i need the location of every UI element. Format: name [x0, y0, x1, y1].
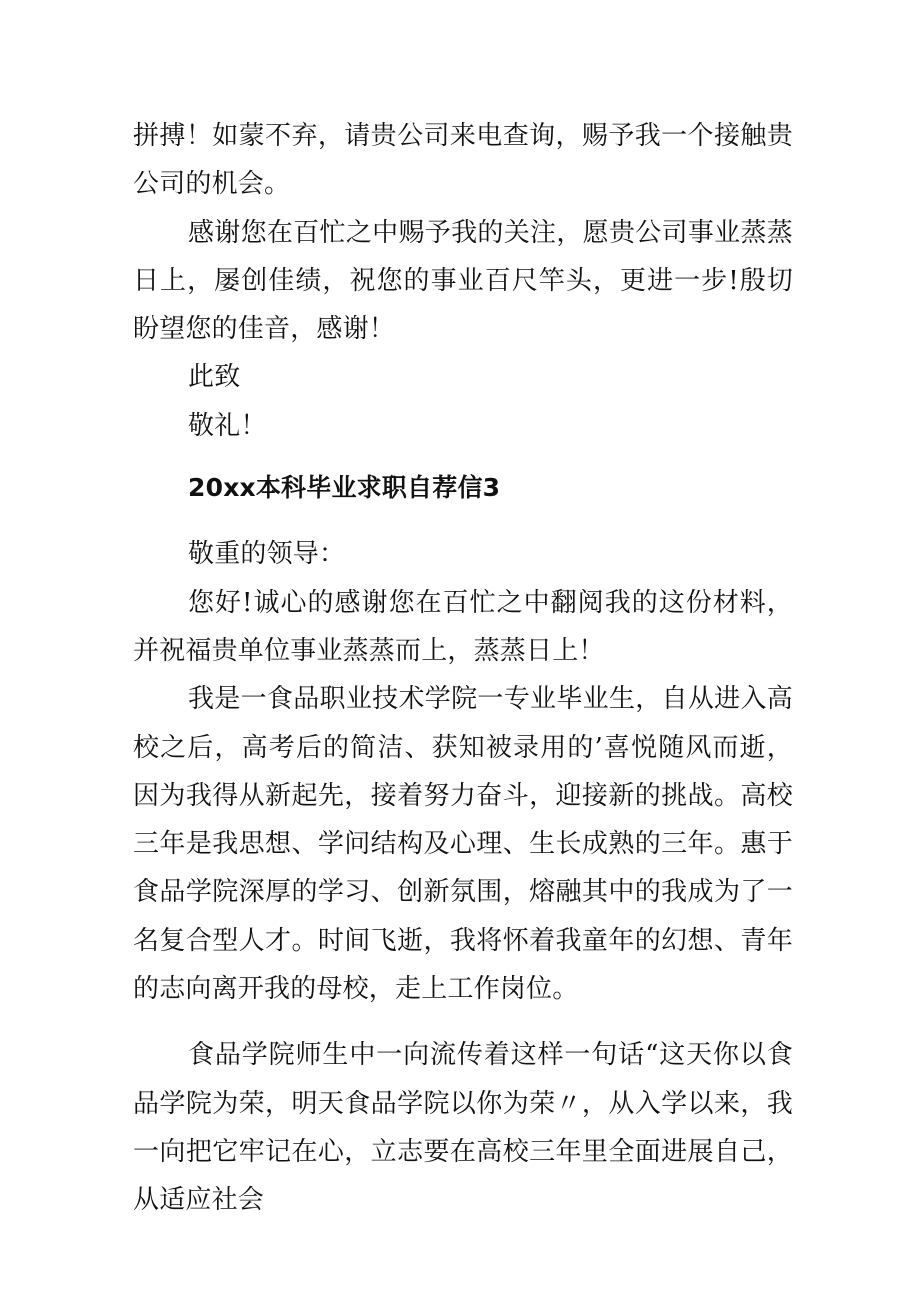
closing-cizhi: 此致 [188, 362, 241, 393]
paragraph-introduction: 我是一食品职业技术学院一专业毕业生，自从进入高校之后，高考后的简洁、获知被录用的’喜悦随风而逝，因为我得从新起先，接着努力奋斗，迎接新的挑战。高校三年是我思想、学问结构及心理、生长成熟的三年。惠于食品学院深厚的学习、创新氛围，熔融其中的我成为了一名复合型人才。时间飞逝，我将怀着我童年的幻想、青年的志向离开我的母校，走上工作岗位。 [133, 684, 793, 1005]
document-body [133, 112, 793, 1225]
paragraph-greeting: 您好!诚心的感谢您在百忙之中翻阅我的这份材料，并祝福贵单位事业蒸蒸而上，蒸蒸日上！ [133, 587, 793, 666]
paragraph-closing-request: 拼搏！如蒙不弃，请贵公司来电查询，赐予我一个接触贵公司的机会。 [133, 121, 793, 200]
closing-jingli: 敬礼！ [188, 410, 267, 441]
salutation: 敬重的领导： [188, 539, 346, 570]
paragraph-thanks: 感谢您在百忙之中赐予我的关注，愿贵公司事业蒸蒸日上，屡创佳绩，祝您的事业百尺竿头，更进一步!殷切盼望您的佳音，感谢！ [133, 217, 793, 345]
section-title: 20xx本科毕业求职自荐信3 [188, 473, 501, 503]
paragraph-school-motto: 食品学院师生中一向流传着这样一句话“这天你以食品学院为荣，明天食品学院以你为荣〃，从入学以来，我一向把它牢记在心，立志要在高校三年里全面进展自己，从适应社会 [133, 1040, 793, 1216]
